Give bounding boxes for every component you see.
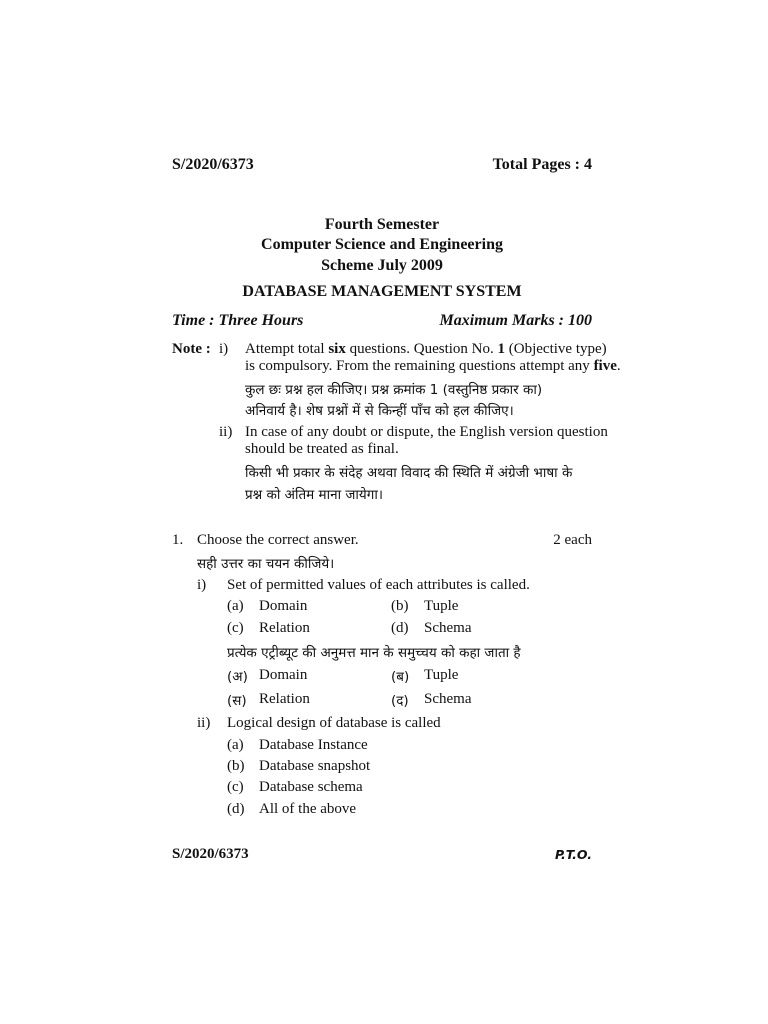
time-info: Time : Three Hours bbox=[172, 312, 304, 329]
q1-ii-option-b: Database snapshot bbox=[259, 758, 371, 774]
note-ii-english-line1: In case of any doubt or dispute, the English version question bbox=[245, 424, 608, 440]
q1-i-option-d-label: (d) bbox=[391, 620, 409, 636]
paper-code: S/2020/6373 bbox=[172, 156, 254, 173]
note-label: Note : bbox=[172, 341, 211, 357]
note-i-hindi-line2: अनिवार्य है। शेष प्रश्नों में से किन्हीं पाँच को हल कीजिए। bbox=[245, 403, 514, 419]
q1-text: Choose the correct answer. bbox=[197, 532, 359, 548]
scheme-title: Scheme July 2009 bbox=[321, 257, 443, 274]
q1-hindi: सही उत्तर का चयन कीजिये। bbox=[197, 556, 335, 572]
note-i-number: i) bbox=[219, 341, 229, 357]
max-marks: Maximum Marks : 100 bbox=[439, 312, 592, 329]
note-ii-hindi-line2: प्रश्न को अंतिम माना जायेगा। bbox=[245, 487, 383, 503]
subject-title: DATABASE MANAGEMENT SYSTEM bbox=[242, 283, 522, 300]
q1-i-option-c-label: (c) bbox=[227, 620, 244, 636]
q1-i-option-d: Schema bbox=[424, 620, 472, 636]
q1-i-hindi-option-d: Schema bbox=[424, 691, 472, 707]
note-ii-english-line2: should be treated as final. bbox=[245, 441, 399, 457]
branch-title: Computer Science and Engineering bbox=[261, 236, 503, 253]
note-ii-number: ii) bbox=[219, 424, 233, 440]
q1-ii-option-c-label: (c) bbox=[227, 779, 244, 795]
q1-ii-option-d-label: (d) bbox=[227, 801, 245, 817]
q1-ii-option-d: All of the above bbox=[259, 801, 357, 817]
q1-marks: 2 each bbox=[553, 532, 592, 548]
q1-i-option-b-label: (b) bbox=[391, 598, 409, 614]
q1-ii-number: ii) bbox=[197, 715, 211, 731]
q1-i-hindi-option-c: Relation bbox=[259, 691, 310, 707]
q1-ii-option-a-label: (a) bbox=[227, 737, 244, 753]
q1-ii-text: Logical design of database is called bbox=[227, 715, 441, 731]
note-ii-hindi-line1: किसी भी प्रकार के संदेह अथवा विवाद की स्थिति में अंग्रेजी भाषा के bbox=[245, 465, 573, 481]
q1-i-hindi-option-c-label: (स) bbox=[227, 693, 247, 709]
q1-ii-option-c: Database schema bbox=[259, 779, 363, 795]
q1-ii-option-a: Database Instance bbox=[259, 737, 368, 753]
q1-i-hindi: प्रत्येक एट्रीब्यूट की अनुमत्त मान के समुच्चय को कहा जाता है bbox=[227, 645, 521, 661]
q1-i-option-a: Domain bbox=[259, 598, 308, 614]
note-i-english-line2: is compulsory. From the remaining questions attempt any five. bbox=[245, 358, 621, 374]
q1-i-option-c: Relation bbox=[259, 620, 310, 636]
q1-i-option-b: Tuple bbox=[424, 598, 459, 614]
q1-ii-option-b-label: (b) bbox=[227, 758, 245, 774]
q1-i-option-a-label: (a) bbox=[227, 598, 244, 614]
note-i-hindi-line1: कुल छः प्रश्न हल कीजिए। प्रश्न क्रमांक 1 (वस्तुनिष्ठ प्रकार का) bbox=[245, 382, 543, 398]
q1-i-hindi-option-b: Tuple bbox=[424, 667, 459, 683]
q1-i-text: Set of permitted values of each attributes is called. bbox=[227, 577, 530, 593]
q1-i-hindi-option-b-label: (ब) bbox=[391, 669, 410, 685]
q1-i-hindi-option-a: Domain bbox=[259, 667, 308, 683]
note-i-english-line1: Attempt total six questions. Question No. 1 (Objective type) bbox=[245, 341, 607, 357]
q1-i-hindi-option-d-label: (द) bbox=[391, 693, 409, 709]
semester-title: Fourth Semester bbox=[324, 216, 440, 233]
total-pages: Total Pages : 4 bbox=[492, 156, 592, 173]
footer-pto: P.T.O. bbox=[555, 847, 592, 862]
q1-number: 1. bbox=[172, 532, 184, 548]
footer-paper-code: S/2020/6373 bbox=[172, 846, 249, 862]
q1-i-hindi-option-a-label: (अ) bbox=[227, 669, 248, 685]
q1-i-number: i) bbox=[197, 577, 207, 593]
